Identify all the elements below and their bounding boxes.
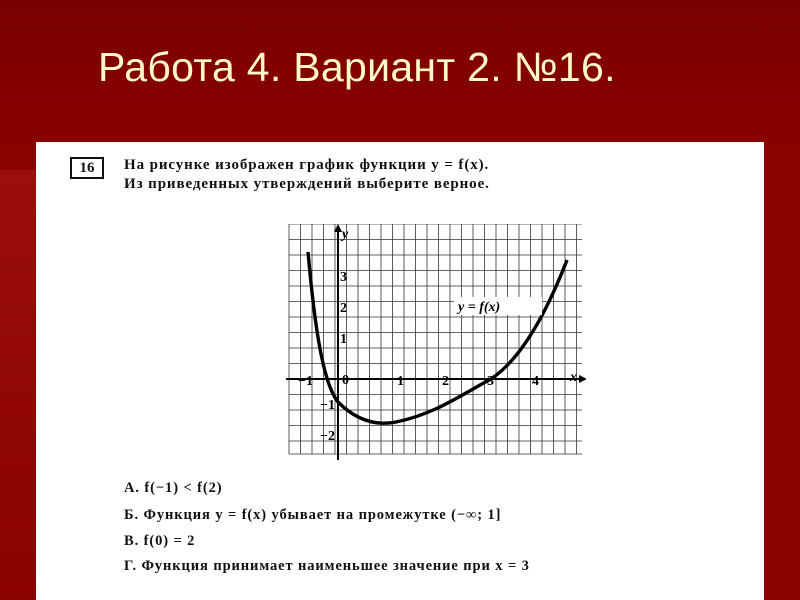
y-tick-label: −2 (320, 429, 335, 444)
x-axis-label: x (570, 370, 577, 385)
y-tick-label: 1 (340, 332, 347, 347)
slide-title: Работа 4. Вариант 2. №16. (98, 44, 616, 90)
task-text-line-1: На рисунке изображен график функции y = f(x). (124, 157, 490, 173)
graph-grid (289, 224, 582, 454)
graph-axes (286, 224, 586, 460)
scanned-task-page (36, 142, 764, 600)
x-tick-label: 3 (487, 374, 494, 389)
x-tick-label: −1 (298, 374, 313, 389)
x-tick-label: 4 (532, 374, 539, 389)
slide-side-strip (0, 170, 36, 600)
task-text-line-2: Из приведенных утверждений выберите верное. (124, 176, 490, 192)
answer-option-b: Б. Функция y = f(x) убывает на промежутке (−∞; 1] (124, 507, 502, 523)
y-tick-label: 3 (340, 270, 347, 285)
y-axis-label: y (342, 227, 349, 242)
y-tick-label: 2 (340, 301, 347, 316)
y-tick-label: −1 (320, 398, 335, 413)
x-tick-label: 0 (342, 373, 349, 388)
answer-option-a: А. f(−1) < f(2) (124, 480, 223, 496)
task-number-box: 16 (70, 157, 104, 179)
x-tick-label: 1 (397, 374, 404, 389)
answer-option-c: В. f(0) = 2 (124, 533, 196, 549)
function-graph (256, 224, 586, 464)
x-tick-label: 2 (442, 374, 449, 389)
curve-label: y = f(x) (458, 300, 501, 315)
answer-option-d: Г. Функция принимает наименьшее значение при x = 3 (124, 558, 530, 574)
